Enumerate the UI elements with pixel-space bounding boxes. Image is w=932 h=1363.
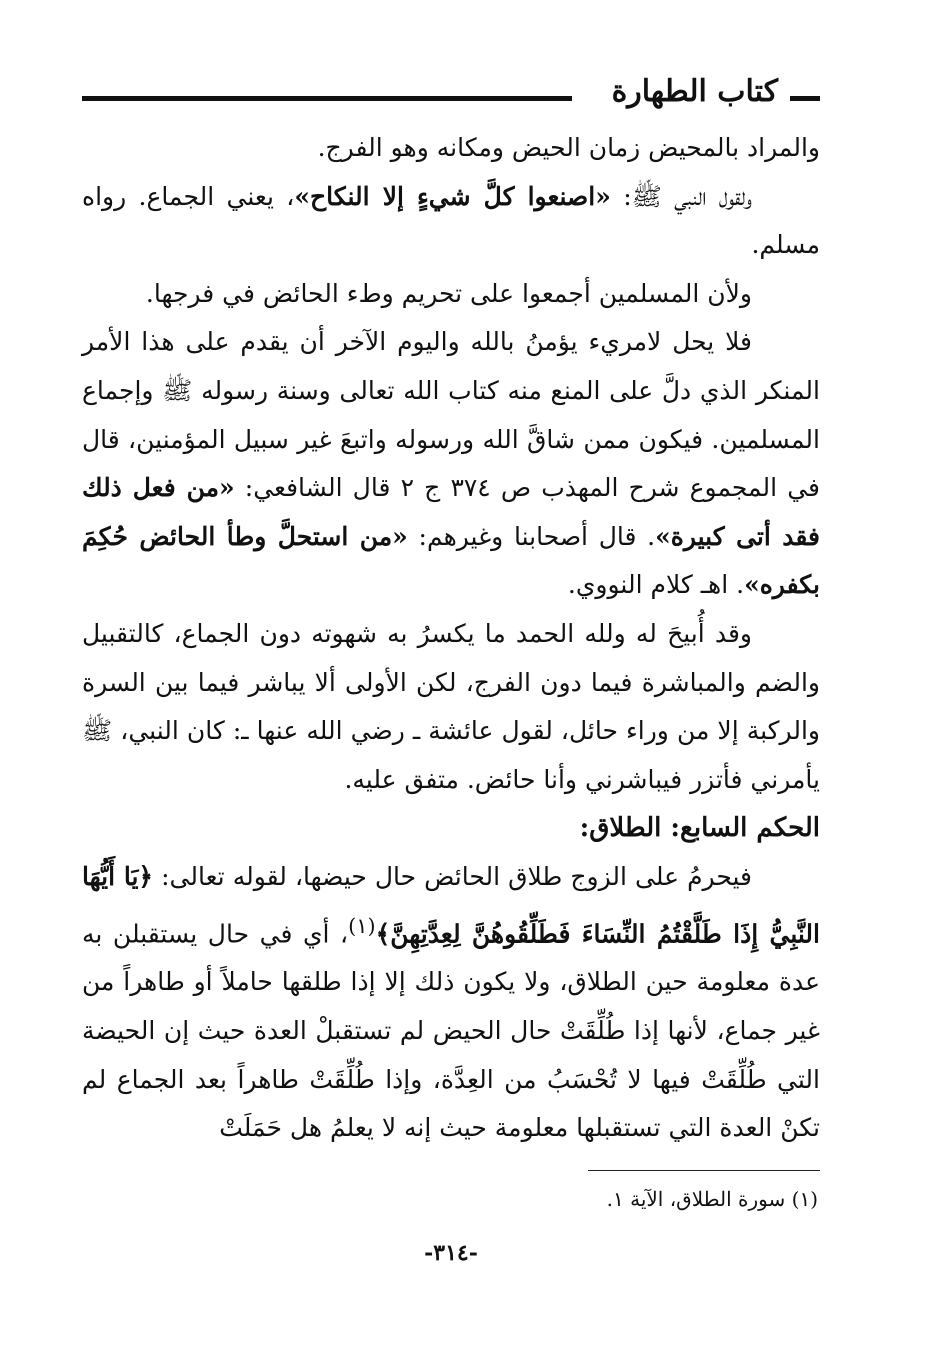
body-text [82, 124, 820, 1153]
chapter-title: كتاب الطهارة [611, 74, 778, 109]
shafii-quote: «من فعل ذلك فقد أتى كبيرة» [82, 473, 821, 551]
paragraph-2 [82, 173, 820, 270]
companions-quote: «من استحلَّ وطأ الحائض حُكِمَ بكفره» [82, 521, 820, 600]
quran-verse: ﴿يَا أَيُّهَا النَّبِيُّ إِذَا طَلَّقْتُمُ النِّسَاءَ فَطَلِّقُوهُنَّ لِعِدَّتِهِنَّ﴾ [82, 861, 820, 948]
page-number: -٣١٤- [424, 1240, 478, 1266]
paragraph-3 [82, 270, 820, 319]
paragraph-4 [82, 318, 820, 610]
paragraph-4-part-b: . قال أصحابنا وغيرهم: [407, 521, 656, 551]
paragraph-1 [82, 124, 820, 173]
paragraph-6 [82, 853, 820, 1153]
paragraph-2-lead: ولقول النبي ﷺ: [610, 181, 752, 211]
book-page [82, 60, 820, 1300]
paragraph-6-lead: فيحرمُ على الزوج طلاق الحائض حال حيضها، لقوله تعالى: [153, 861, 752, 891]
paragraph-6-tail: ، أي في حال يستقبلن به عدة معلومة حين الطلاق، ولا يكون ذلك إلا إذا طلقها حاملاً أو طاهراً من غير جماع، لأنها إذا طُلِّقَتْ حال الحيض لم تستقبلْ العدة حيث إن الحيضة التي طُلِّقَتْ فيها لا تُحْسَبُ من العِدَّة، وإذا طُلِّقَتْ طاهراً بعد الجماع لم تكنْ العدة التي تستقبلها معلومة حيث إنه لا يعلمُ هل حَمَلَتْ [82, 918, 820, 1143]
section-heading [82, 804, 820, 853]
paragraph-4-part-a: فلا يحل لامريء يؤمنُ بالله واليوم الآخر أن يقدم على هذا الأمر المنكر الذي دلَّ على المنع منه كتاب الله تعالى وسنة رسوله ﷺ وإجماع المسلمين. فيكون ممن شاقَّ الله ورسوله واتبعَ غير سبيل المؤمنين، قال في المجموع شرح المهذب ص ٣٧٤ ج ٢ قال الشافعي: [82, 327, 821, 503]
footnote: (١) سورة الطلاق، الآية ١. [606, 1187, 818, 1211]
paragraph-4-part-c: . اهـ كلام النووي. [567, 570, 745, 600]
paragraph-5 [82, 610, 820, 804]
paragraph-3-text: ولأن المسلمين أجمعوا على تحريم وطء الحائض في فرجها. [145, 278, 752, 308]
section-heading-text: الحكم السابع: الطلاق: [579, 813, 820, 844]
footnote-separator [588, 1170, 820, 1171]
paragraph-2-tail: ، يعني الجماع. رواه مسلم. [82, 181, 820, 260]
header-rule-left [82, 96, 572, 101]
paragraph-5-text: وقد أُبيحَ له ولله الحمد ما يكسرُ به شهوته دون الجماع، كالتقبيل والضم والمباشرة فيما دون الفرج، لكن الأولى ألا يباشر فيما بين السرة والركبة إلا من وراء حائل، لقول عائشة ـ رضي الله عنها ـ: كان النبي، ﷺ يأمرني فأتزر فيباشرني وأنا حائض. متفق عليه. [82, 618, 820, 794]
paragraph-1-text: والمراد بالمحيض زمان الحيض ومكانه وهو الفرج. [317, 133, 820, 162]
footnote-reference: (١) [348, 913, 376, 938]
hadith-quote: «اصنعوا كلَّ شيءٍ إلا النكاح» [294, 181, 611, 211]
running-header [82, 68, 820, 112]
header-rule-right [790, 96, 820, 101]
